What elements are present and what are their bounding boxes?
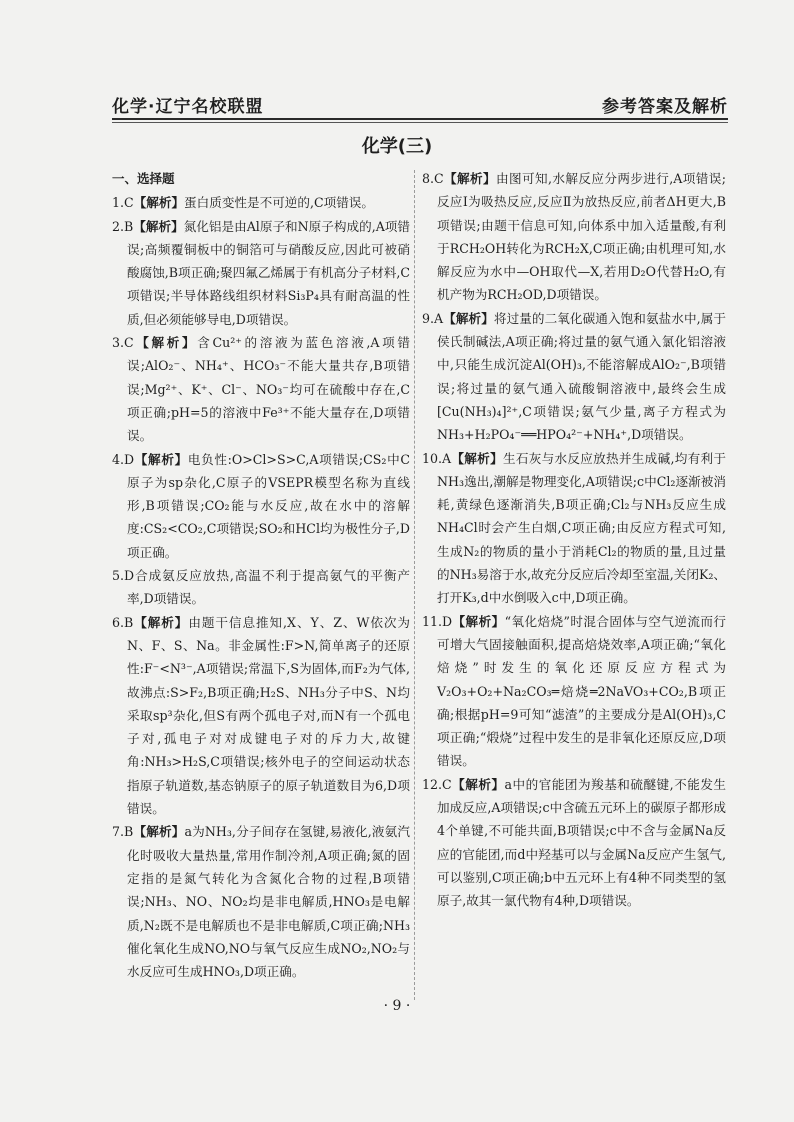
page-number: · 9 · — [383, 998, 411, 1014]
header-answer-label: 参考答案及解析 — [602, 97, 728, 117]
answer-number: 4.D — [112, 451, 135, 467]
answer-item — [112, 448, 410, 564]
answer-item — [112, 215, 410, 331]
section-heading: 一、选择题 — [112, 171, 175, 186]
answer-number: 7.B — [112, 824, 134, 840]
answer-item — [422, 447, 726, 610]
answer-item — [422, 307, 726, 447]
answer-item — [112, 564, 410, 611]
page-header — [112, 92, 728, 120]
answer-item — [422, 773, 726, 913]
analysis-text: 由图可知,水解反应分两步进行,A项错误;反应Ⅰ为吸热反应,反应Ⅱ为放热反应,前者ΔH更大,B项错误;由题干信息可知,向体系中加入适量酸,有利于RCH₂OH转化为RCH₂X,C项正确;由机理可知,水解反应为水中—OH取代—X,若用D₂O代替H₂O,有机产物为RCH₂OD,D项错误。 — [437, 171, 726, 303]
analysis-text: 合成氨反应放热,高温不利于提高氨气的平衡产率,D项错误。 — [127, 568, 410, 607]
analysis-text: 由题干信息推知,X、Y、Z、W依次为N、F、S、Na。非金属性:F>N,简单离子的还原性:F⁻<N³⁻,A项错误;常温下,S为固体,而F₂为气体,故沸点:S>F₂,B项正确;H₂S、NH₃分子中S、N均采取sp³杂化,但S有两个孤电子对,而N有一个孤电子对,孤电子对对成键电子对的斥力大,故键角:NH₃>H₂S,C项错误;核外电子的空间运动状态指原子轨道数,基态钠原子的原子轨道数目为6,D项错误。 — [127, 614, 411, 817]
answer-number: 8.C — [422, 171, 444, 186]
answer-number: 1.C — [112, 195, 134, 211]
answer-item — [112, 611, 410, 821]
answer-number: 12.C — [422, 776, 452, 792]
analysis-tag: 【解析】 — [443, 310, 494, 326]
analysis-tag: 【解析】 — [133, 335, 198, 351]
page-title: 化学(三) — [361, 136, 433, 157]
analysis-tag: 【解析】 — [133, 614, 189, 630]
analysis-tag: 【解析】 — [133, 824, 185, 840]
answer-number: 6.B — [112, 614, 134, 630]
answer-item — [112, 820, 410, 983]
analysis-text: a为NH₃,分子间存在氢键,易液化,液氨汽化时吸收大量热量,常用作制冷剂,A项正确;氮的固定指的是氮气转化为含氮化合物的过程,B项错误;NH₃、NO、NO₂均是非电解质,HNO₃是电解质,N₂既不是电解质也不是非电解质,C项正确;NH₃催化氧化生成NO,NO与氧气反应生成NO₂,NO₂与水反应可生成HNO₃,D项正确。 — [127, 824, 411, 980]
analysis-tag: 【解析】 — [133, 218, 184, 234]
header-subject-title: 化学·辽宁名校联盟 — [112, 97, 264, 117]
left-column — [112, 167, 410, 983]
analysis-tag: 【解析】 — [443, 171, 497, 186]
answer-number: 5.D — [112, 568, 135, 584]
analysis-tag: 【解析】 — [134, 451, 188, 467]
analysis-tag: 【解析】 — [451, 776, 505, 792]
right-column — [422, 167, 726, 913]
column-divider — [414, 170, 415, 1000]
analysis-tag: 【解析】 — [451, 450, 503, 466]
answer-number: 9.A — [422, 310, 444, 326]
analysis-text: 含Cu²⁺的溶液为蓝色溶液,A项错误;AlO₂⁻、NH₄⁺、HCO₃⁻不能大量共存,B项错误;Mg²⁺、K⁺、Cl⁻、NO₃⁻均可在硫酸中存在,C项正确;pH=5的溶液中Fe³⁺不能大量存在,D项错误。 — [127, 335, 410, 444]
analysis-text: 电负性:O>Cl>S>C,A项错误;CS₂中C原子为sp杂化,C原子的VSEPR模型名称为直线形,B项错误;CO₂能与水反应,故在水中的溶解度:CS₂<CO₂,C项错误;SO₂和HCl均为极性分子,D项正确。 — [127, 451, 410, 560]
header-divider — [112, 122, 728, 123]
analysis-text: 生石灰与水反应放热并生成碱,均有利于NH₃逸出,潮解是物理变化,A项错误;c中Cl₂逐渐被消耗,黄绿色逐渐消失,B项正确;Cl₂与NH₃反应生成NH₄Cl时会产生白烟,C项正确;由反应方程式可知,生成N₂的物质的量小于消耗Cl₂的物质的量,且过量的NH₃易溶于水,故充分反应后冷却至室温,关闭K₂、打开K₃,d中水倒吸入c中,D项正确。 — [437, 450, 726, 606]
answer-item — [422, 167, 726, 307]
analysis-text: 氮化铝是由Al原子和N原子构成的,A项错误;高频覆铜板中的铜箔可与硝酸反应,因此可被硝酸腐蚀,B项正确;聚四氟乙烯属于有机高分子材料,C项错误;半导体路线组织材料Si₃P₄具有耐高温的性质,但必须能够导电,D项错误。 — [127, 218, 411, 327]
answer-item — [112, 191, 410, 214]
answer-number: 10.A — [422, 450, 452, 466]
analysis-text: 蛋白质变性是不可逆的,C项错误。 — [184, 195, 374, 211]
answer-number: 3.C — [112, 335, 134, 351]
analysis-text: 将过量的二氧化碳通入饱和氨盐水中,属于侯氏制碱法,A项正确;将过量的氨气通入氯化铝溶液中,只能生成沉淀Al(OH)₃,不能溶解成AlO₂⁻,B项错误;将过量的氨气通入硫酸铜溶液中,最终会生成[Cu(NH₃)₄]²⁺,C项错误;氨气少量,离子方程式为NH₃+H₂PO₄⁻══HPO₄²⁻+NH₄⁺,D项错误。 — [437, 310, 726, 443]
analysis-tag: 【解析】 — [133, 195, 185, 211]
answer-item — [422, 610, 726, 773]
answer-number: 11.D — [422, 613, 453, 629]
answer-number: 2.B — [112, 218, 134, 234]
analysis-text: a中的官能团为羧基和硫醚键,不能发生加成反应,A项错误;c中含硫五元环上的碳原子都形成4个单键,不可能共面,B项错误;c中不含与金属Na反应的官能团,而d中羟基可以与金属Na反应产生氢气,可以鉴别,C项正确;b中五元环上有4种不同类型的氢原子,故其一氯代物有4种,D项错误。 — [437, 776, 727, 909]
analysis-text: “氧化焙烧”时混合固体与空气逆流而行可增大气固接触面积,提高焙烧效率,A项正确;“氧化焙烧”时发生的氧化还原反应方程式为V₂O₃+O₂+Na₂CO₃═焙烧═2NaVO₃+CO₂,B项正确;根据pH=9可知“滤渣”的主要成分是Al(OH)₃,C项正确;“煅烧”过程中发生的是非氧化还原反应,D项错误。 — [437, 613, 726, 769]
answer-item — [112, 331, 410, 447]
analysis-tag: 【解析】 — [452, 613, 505, 629]
